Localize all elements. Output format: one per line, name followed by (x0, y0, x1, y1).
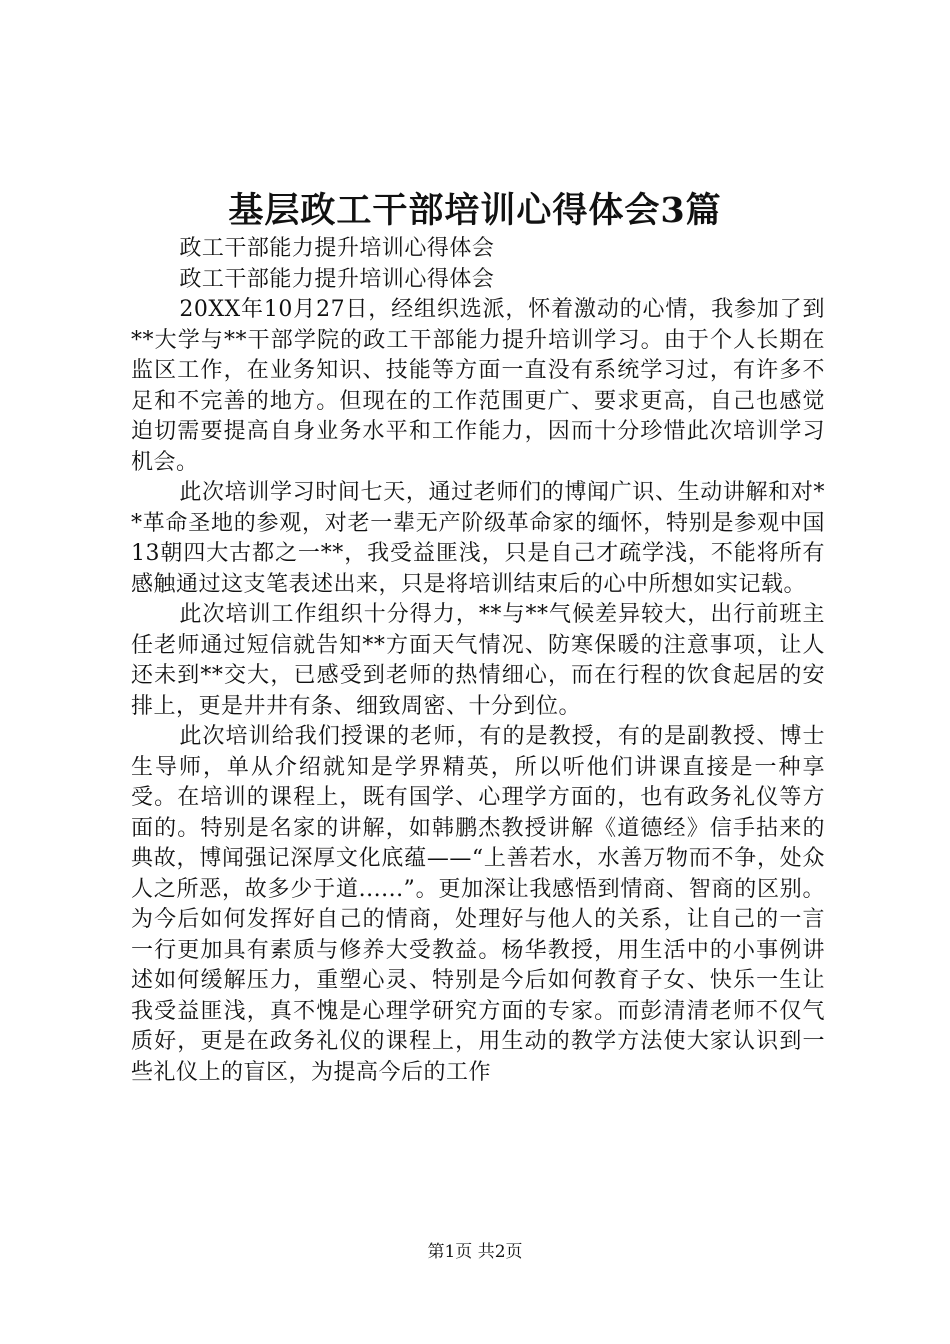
paragraph-1: 20XX年10月27日，经组织选派，怀着激动的心情，我参加了到**大学与**干部学院的政工干部能力提升培训学习。由于个人长期在监区工作，在业务知识、技能等方面一直没有系统学习过，有许多不足和不完善的地方。但现在的工作范围更广、要求更高，自己也感觉迫切需要提高自身业务水平和工作能力，因而十分珍惜此次培训学习机会。 (131, 297, 825, 475)
paragraph-subtitle-2: 政工干部能力提升培训心得体会 (179, 266, 495, 292)
paragraph-4: 此次培训给我们授课的老师，有的是教授，有的是副教授、博士生导师，单从介绍就知是学界精英，所以听他们讲课直接是一种享受。在培训的课程上，既有国学、心理学方面的，也有政务礼仪等方面的。特别是名家的讲解，如韩鹏杰教授讲解《道德经》信手拈来的典故，博闻强记深厚文化底蕴——“上善若水，水善万物而不争，处众人之所恶，故多少于道......”。更加深让我感悟到情商、智商的区别。为今后如何发挥好自己的情商，处理好与他人的关系，让自己的一言一行更加具有素质与修养大受教益。杨华教授，用生活中的小事例讲述如何缓解压力，重塑心灵、特别是今后如何教育子女、快乐一生让我受益匪浅，真不愧是心理学研究方面的专家。而彭清清老师不仅气质好，更是在政务礼仪的课程上，用生动的教学方法使大家认识到一些礼仪上的盲区，为提高今后的工作 (131, 724, 825, 1085)
document-body (131, 234, 825, 1088)
document-title: 基层政工干部培训心得体会3篇 (228, 190, 722, 231)
paragraph-2: 此次培训学习时间七天，通过老师们的博闻广识、生动讲解和对**革命圣地的参观，对老一辈无产阶级革命家的缅怀，特别是参观中国13朝四大古都之一**，我受益匪浅，只是自己才疏学浅，不能将所有感触通过这支笔表述出来，只是将培训结束后的心中所想如实记载。 (131, 480, 825, 597)
paragraph-subtitle-1: 政工干部能力提升培训心得体会 (179, 236, 495, 261)
page-footer: 第1页 共2页 (427, 1242, 523, 1262)
paragraph-3: 此次培训工作组织十分得力，**与**气候差异较大，出行前班主任老师通过短信就告知**方面天气情况、防寒保暖的注意事项，让人还未到**交大，已感受到老师的热情细心，而在行程的饮食起居的安排上，更是井井有条、细致周密、十分到位。 (131, 602, 825, 719)
